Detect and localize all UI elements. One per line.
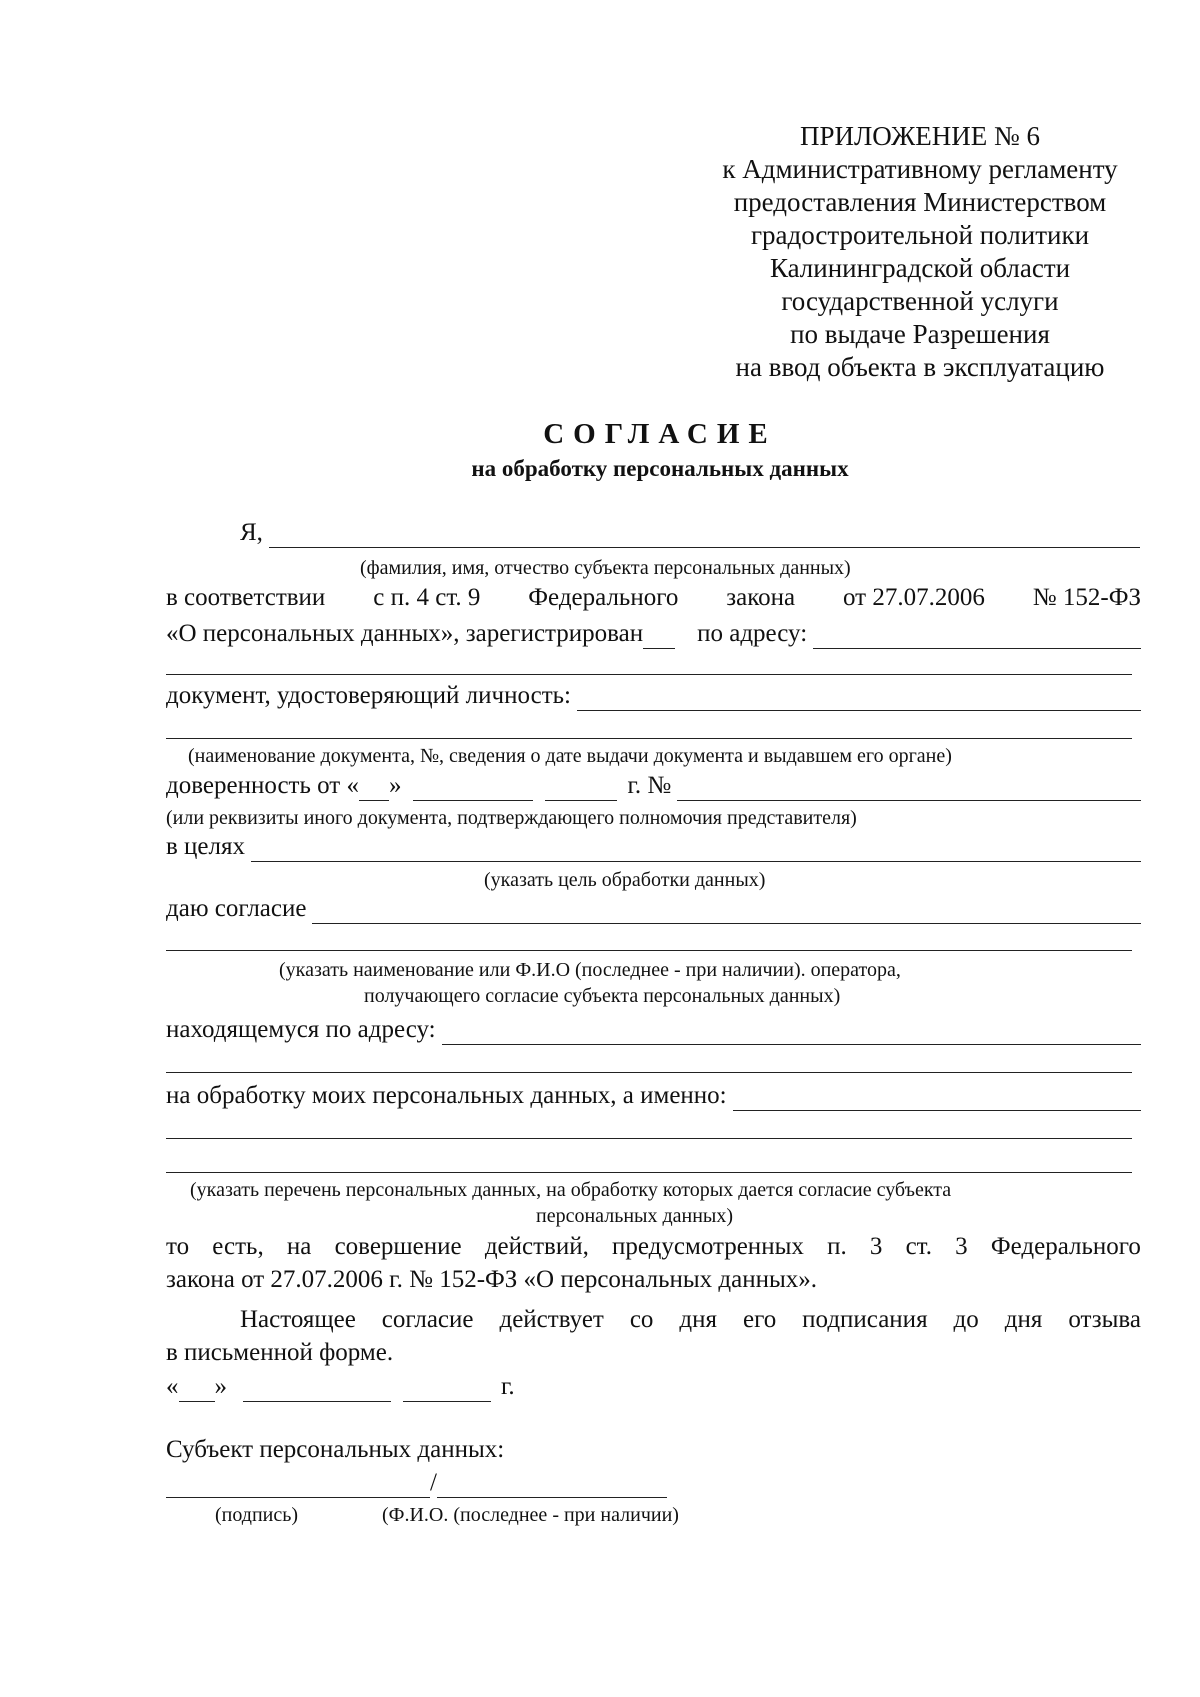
id-doc-line xyxy=(166,681,1141,711)
validity-line-word: действует xyxy=(499,1306,604,1333)
actions-line-1 xyxy=(166,1232,1141,1262)
law-line-word: № 152-ФЗ xyxy=(1032,584,1141,611)
signature-fio-caption: (Ф.И.О. (последнее - при наличии) xyxy=(382,1504,679,1526)
purpose-field[interactable] xyxy=(251,839,1141,862)
consent-label: даю согласие xyxy=(166,895,307,922)
actions-line-word: есть, xyxy=(212,1233,264,1260)
validity-line-word: отзыва xyxy=(1068,1306,1141,1333)
id-doc-caption: (наименование документа, №, сведения о дате выдачи документа и выдавшем его органе) xyxy=(188,745,952,767)
date-open: « xyxy=(166,1373,179,1400)
consent-line xyxy=(166,894,1141,924)
fio-caption: (фамилия, имя, отчество субъекта персональных данных) xyxy=(360,557,851,579)
i-label: Я, xyxy=(240,519,263,546)
proxy-label: доверенность от « xyxy=(166,772,359,799)
actions-line-word: на xyxy=(286,1233,312,1260)
proxy-quote-close: » xyxy=(388,772,402,799)
law-line xyxy=(166,583,1141,613)
annex-line: Калининградской области xyxy=(769,253,1071,283)
validity-line-1 xyxy=(240,1305,1141,1335)
validity-line-word: Настоящее xyxy=(240,1306,356,1333)
date-day-field[interactable] xyxy=(179,1379,215,1402)
registered-suffix: по адресу: xyxy=(697,620,808,647)
actions-line-word: то xyxy=(166,1233,190,1260)
validity-line-word: дня xyxy=(679,1306,717,1333)
purpose-caption: (указать цель обработки данных) xyxy=(484,869,766,891)
signature-field[interactable] xyxy=(166,1475,430,1498)
actions-line-word: п. xyxy=(827,1233,847,1260)
signature-line xyxy=(166,1468,686,1498)
annex-line: предоставления Министерством xyxy=(733,187,1107,217)
annex-line: государственной услуги xyxy=(781,286,1059,316)
law-line-word: в соответствии xyxy=(166,584,326,611)
annex-line: градостроительной политики xyxy=(750,220,1090,250)
law-line-word: Федерального xyxy=(528,584,679,611)
operator-continuation-field[interactable] xyxy=(166,950,1132,951)
address-continuation-field[interactable] xyxy=(166,674,1132,675)
actions-line-word: действий, xyxy=(484,1233,589,1260)
data-caption-1: (указать перечень персональных данных, на обработку которых дается согласие субъекта xyxy=(190,1179,952,1201)
validity-line-word: согласие xyxy=(381,1306,474,1333)
actions-line-word: ст. xyxy=(905,1233,932,1260)
document-title: СОГЛАСИЕ xyxy=(543,418,777,450)
data-caption-2: персональных данных) xyxy=(536,1205,734,1227)
law-line-word: закона xyxy=(726,584,796,611)
signature-slash: / xyxy=(430,1469,437,1496)
annex-header xyxy=(700,120,1140,384)
purpose-line xyxy=(166,832,1141,862)
date-line xyxy=(166,1372,566,1402)
proxy-year-field[interactable] xyxy=(545,778,617,801)
data-list-field[interactable] xyxy=(733,1088,1141,1111)
operator-caption-1: (указать наименование или Ф.И.О (последнее - при наличии). оператора, xyxy=(279,959,901,981)
id-doc-field[interactable] xyxy=(577,688,1141,711)
registered-prefix: «О персональных данных», зарегистрирован xyxy=(166,620,644,647)
date-month-field[interactable] xyxy=(243,1379,391,1402)
validity-line-word: со xyxy=(629,1306,654,1333)
annex-line: по выдаче Разрешения xyxy=(790,319,1050,349)
annex-line: к Административному регламенту xyxy=(722,154,1118,184)
data-list-line xyxy=(166,1081,1141,1111)
proxy-number-label: г. № xyxy=(627,772,672,799)
validity-line-word: дня xyxy=(1004,1306,1043,1333)
fio-field[interactable] xyxy=(269,525,1140,548)
operator-field[interactable] xyxy=(312,901,1141,924)
proxy-day-field[interactable] xyxy=(359,778,389,801)
annex-heading: ПРИЛОЖЕНИЕ № 6 xyxy=(799,121,1041,151)
proxy-month-field[interactable] xyxy=(413,778,533,801)
proxy-number-field[interactable] xyxy=(677,778,1141,801)
validity-line-word: до xyxy=(953,1306,979,1333)
fio-line xyxy=(240,518,1140,548)
proxy-line xyxy=(166,771,1141,801)
operator-address-line xyxy=(166,1015,1141,1045)
data-list-continuation-field[interactable] xyxy=(166,1138,1132,1139)
purpose-label: в целях xyxy=(166,833,246,860)
operator-address-field[interactable] xyxy=(442,1022,1141,1045)
actions-line-word: Федерального xyxy=(990,1233,1141,1260)
annex-line: на ввод объекта в эксплуатацию xyxy=(735,352,1105,382)
actions-line-word: совершение xyxy=(334,1233,462,1260)
operator-caption-2: получающего согласие субъекта персональных данных) xyxy=(364,985,841,1007)
id-doc-continuation-field[interactable] xyxy=(166,738,1132,739)
signature-caption: (подпись) xyxy=(215,1504,299,1526)
data-label: на обработку моих персональных данных, а именно: xyxy=(166,1082,727,1109)
validity-line-word: подписания xyxy=(802,1306,928,1333)
proxy-caption: (или реквизиты иного документа, подтверждающего полномочия представителя) xyxy=(166,807,857,829)
actions-line-word: предусмотренных xyxy=(612,1233,804,1260)
id-doc-label: документ, удостоверяющий личность: xyxy=(166,682,571,709)
gender-ending-field[interactable] xyxy=(643,626,675,649)
actions-line-word: 3 xyxy=(955,1233,968,1260)
law-line-word: с п. 4 ст. 9 xyxy=(373,584,481,611)
actions-line-2: закона от 27.07.2006 г. № 152-ФЗ «О персональных данных». xyxy=(166,1266,818,1293)
law-line-word: от 27.07.2006 xyxy=(843,584,985,611)
data-list-continuation-field-2[interactable] xyxy=(166,1172,1132,1173)
registered-line xyxy=(166,619,1141,649)
document-subtitle: на обработку персональных данных xyxy=(471,456,849,481)
date-close: » xyxy=(214,1373,227,1400)
validity-line-word: его xyxy=(742,1306,777,1333)
address-field[interactable] xyxy=(813,626,1141,649)
date-year-field[interactable] xyxy=(403,1379,491,1402)
validity-line-2: в письменной форме. xyxy=(166,1339,394,1366)
signature-fio-field[interactable] xyxy=(437,1475,667,1498)
date-year-label: г. xyxy=(501,1373,515,1400)
operator-address-continuation-field[interactable] xyxy=(166,1072,1132,1073)
address-label: находящемуся по адресу: xyxy=(166,1016,436,1043)
subject-label: Субъект персональных данных: xyxy=(166,1436,505,1463)
actions-line-word: 3 xyxy=(869,1233,883,1260)
